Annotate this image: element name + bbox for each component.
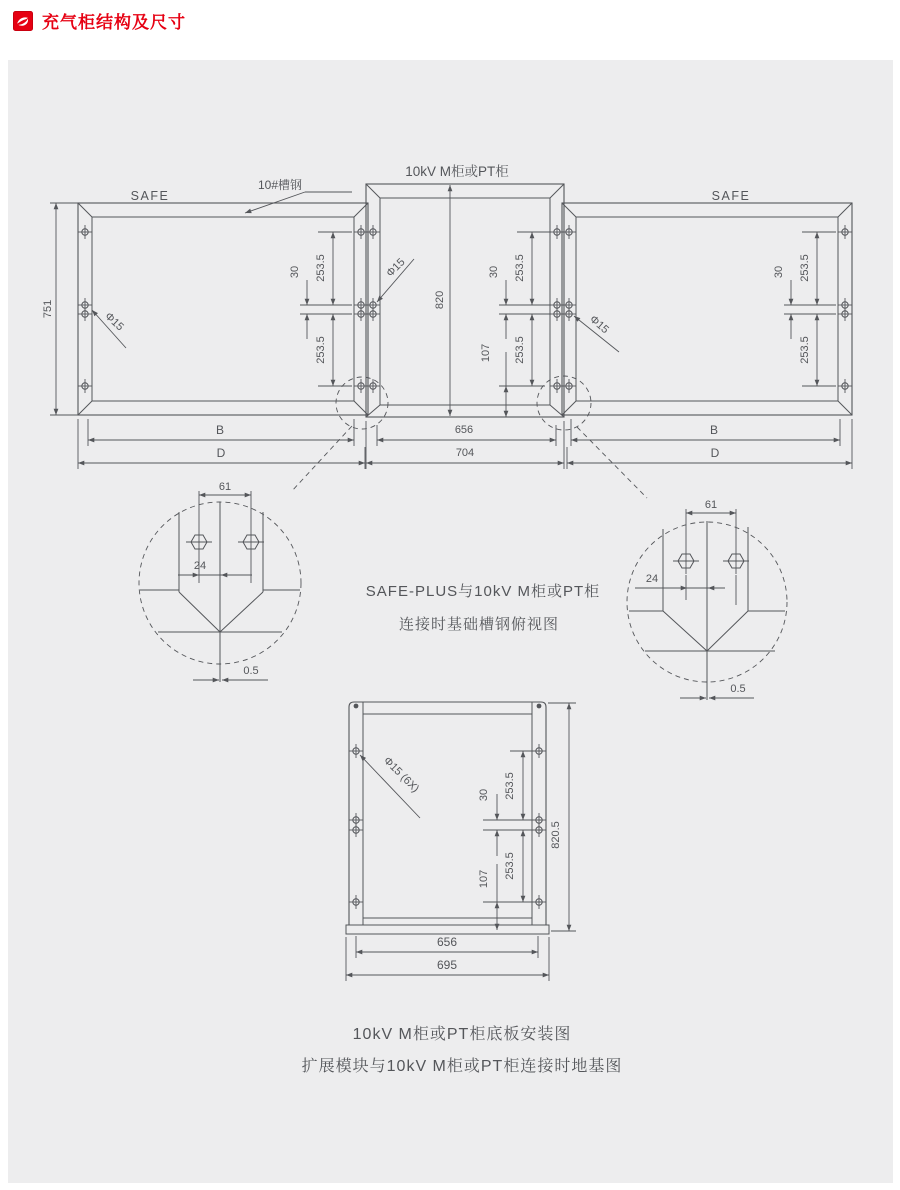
dim-656-bottom xyxy=(356,935,538,958)
channel-steel-label: 10#槽钢 xyxy=(257,178,303,192)
dim-label-B: B xyxy=(215,423,225,437)
dim-label-05: 0.5 xyxy=(243,665,259,677)
middle-cabinet-label: 10kV M柜或PT柜 xyxy=(405,164,509,179)
left-cabinet-frame xyxy=(78,203,368,415)
dim-label-D: D xyxy=(710,446,720,460)
hole-spacing-dims-middle xyxy=(480,232,551,417)
hole-callout-bottom xyxy=(360,755,421,818)
dim-label-253: 253.5 xyxy=(514,336,526,364)
dim-label-253: 253.5 xyxy=(504,772,516,800)
right-cabinet-frame xyxy=(562,203,852,415)
hole-dia-label: Φ15 xyxy=(102,310,126,334)
dim-label-B: B xyxy=(709,423,719,437)
dim-label-253: 253.5 xyxy=(799,254,811,282)
dim-label-253: 253.5 xyxy=(315,254,327,282)
dim-label-30: 30 xyxy=(773,265,785,279)
top-view xyxy=(42,163,852,498)
dim-label-820-5: 820.5 xyxy=(550,821,562,849)
dim-820-5 xyxy=(548,703,576,931)
hole-callout-middle xyxy=(377,256,414,302)
hole-callout-right xyxy=(574,313,619,352)
dim-label-24: 24 xyxy=(645,573,659,585)
dim-label-30: 30 xyxy=(478,788,490,802)
width-dims-row1 xyxy=(88,419,840,446)
dim-751 xyxy=(42,203,78,415)
dim-label-253: 253.5 xyxy=(514,254,526,282)
detail-caption-line2: 连接时基础槽钢俯视图 xyxy=(398,616,560,633)
hole-callout-left xyxy=(92,310,126,348)
detail-view-left xyxy=(139,481,301,682)
dim-label-05: 0.5 xyxy=(730,683,746,695)
detail-view-right xyxy=(627,499,787,700)
hole-spacing-dims-bottom xyxy=(478,751,543,930)
hole-spacing-dims-right xyxy=(773,232,836,386)
bottom-caption-line2: 扩展模块与10kV M柜或PT柜连接时地基图 xyxy=(301,1058,623,1075)
detail-caption-line1: SAFE-PLUS与10kV M柜或PT柜 xyxy=(365,583,601,600)
dim-label-30: 30 xyxy=(289,265,301,279)
dim-label-30: 30 xyxy=(488,265,500,279)
dim-label-24: 24 xyxy=(193,560,207,572)
dim-label-61: 61 xyxy=(704,499,718,511)
dim-label-695: 695 xyxy=(436,958,458,972)
dim-label-61: 61 xyxy=(218,481,232,493)
right-cabinet-label: SAFE xyxy=(711,189,751,203)
left-cabinet-label: SAFE xyxy=(130,189,170,203)
dim-label-253: 253.5 xyxy=(799,336,811,364)
dim-label-107: 107 xyxy=(480,343,492,363)
dim-label-820: 820 xyxy=(434,290,446,310)
hole-spacing-dims-left xyxy=(289,232,352,386)
hole-dia-label: Φ15 xyxy=(384,256,408,280)
middle-cabinet-frame xyxy=(366,184,564,417)
detail-callout-markers xyxy=(291,376,647,498)
dim-label-656: 656 xyxy=(454,424,474,436)
dim-label-107: 107 xyxy=(478,869,490,889)
dim-label-704: 704 xyxy=(455,447,475,459)
page-title: 充气柜结构及尺寸 xyxy=(42,13,186,32)
bottom-caption-line1: 10kV M柜或PT柜底板安装图 xyxy=(352,1026,572,1043)
dim-label-656: 656 xyxy=(436,935,458,949)
dim-label-D: D xyxy=(216,446,226,460)
dim-label-751: 751 xyxy=(42,299,54,319)
hole-dia-label: Φ15 xyxy=(587,313,611,337)
hole-dia-label: Φ15 (6X) xyxy=(381,754,422,795)
dim-label-253: 253.5 xyxy=(504,852,516,880)
bottom-view xyxy=(302,702,623,1075)
channel-steel-note xyxy=(245,177,352,213)
dim-label-253: 253.5 xyxy=(315,336,327,364)
dim-820 xyxy=(434,185,450,416)
